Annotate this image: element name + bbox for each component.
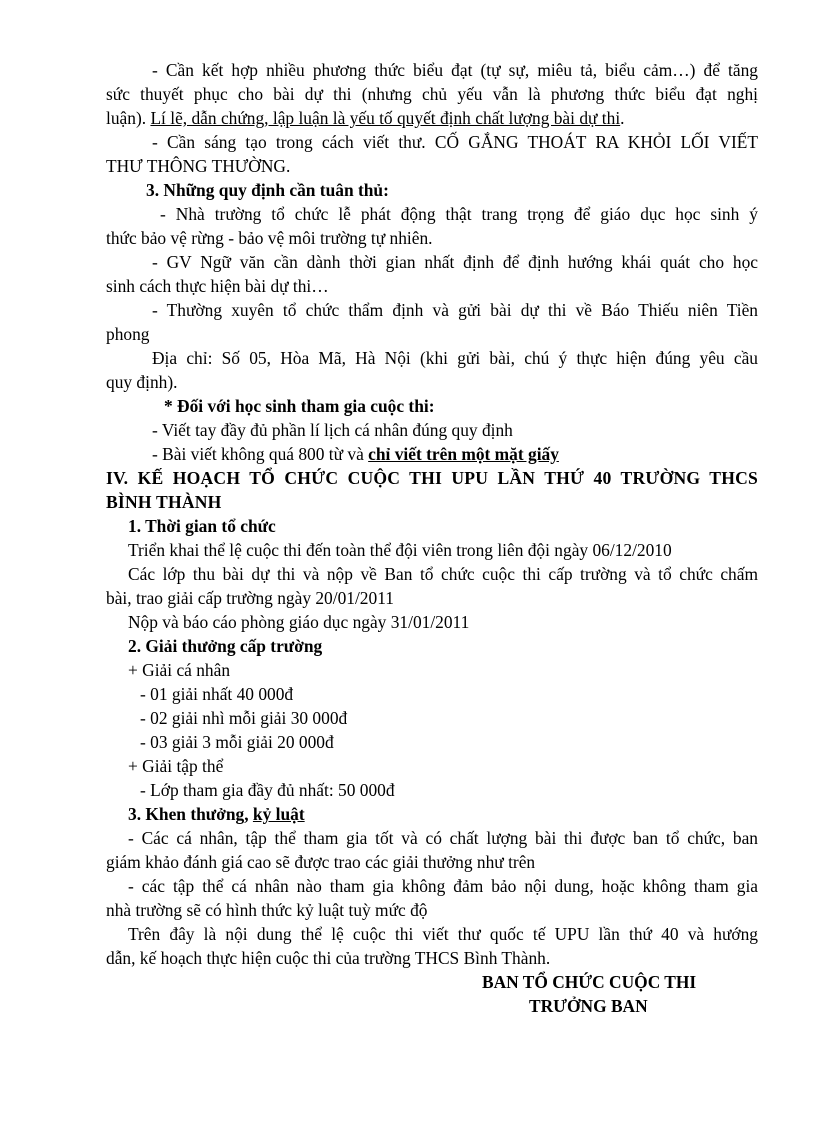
list-item: - 03 giải 3 mỗi giải 20 000đ <box>140 732 334 752</box>
text-span: luận). <box>106 108 151 128</box>
text-line: sinh cách thực hiện bài dự thi… <box>106 276 329 296</box>
section-heading: * Đối với học sinh tham gia cuộc thi: <box>164 396 435 416</box>
text-line: Triển khai thể lệ cuộc thi đến toàn thể đội viên trong liên đội ngày 06/12/2010 <box>128 540 672 560</box>
text-span: 3. Khen thưởng, <box>128 804 253 824</box>
main-heading: IV. KẾ HOẠCH TỔ CHỨC CUỘC THI UPU LẦN THỨ 40 TRƯỜNG THCS <box>106 468 758 488</box>
section-heading <box>128 803 780 826</box>
text-line: sức thuyết phục cho bài dự thi (nhưng chủ yếu vẫn là phương thức biểu đạt nghị <box>106 84 758 104</box>
main-heading: BÌNH THÀNH <box>106 492 222 512</box>
text-line: quy định). <box>106 372 178 392</box>
underlined-text: chỉ viết trên một mặt giấy <box>368 444 559 464</box>
text-line: - Thường xuyên tổ chức thẩm định và gửi bài dự thi về Báo Thiếu niên Tiền <box>152 300 758 320</box>
underlined-text: kỷ luật <box>252 804 305 824</box>
text-line: - Cần kết hợp nhiều phương thức biểu đạt (tự sự, miêu tả, biểu cảm…) để tăng <box>152 60 758 80</box>
section-heading: 1. Thời gian tổ chức <box>128 516 276 536</box>
text-line: phong <box>106 324 150 344</box>
list-item: + Giải cá nhân <box>128 660 231 680</box>
text-line: dẫn, kế hoạch thực hiện cuộc thi của trường THCS Bình Thành. <box>106 948 551 968</box>
text-span: . <box>620 108 625 128</box>
text-line: thức bảo vệ rừng - bảo vệ môi trường tự nhiên. <box>106 228 433 248</box>
list-item: + Giải tập thể <box>128 756 224 776</box>
text-line: - GV Ngữ văn cần dành thời gian nhất định để định hướng khái quát cho học <box>152 252 758 272</box>
text-line: bài, trao giải cấp trường ngày 20/01/2011 <box>106 588 394 608</box>
text-line: - Nhà trường tổ chức lễ phát động thật trang trọng để giáo dục học sinh ý <box>160 204 758 224</box>
text-span: - Bài viết không quá 800 từ và <box>152 444 369 464</box>
text-line <box>152 443 758 466</box>
text-line: - các tập thể cá nhân nào tham gia không đảm bảo nội dung, hoặc không tham gia <box>128 876 758 896</box>
signature-title: BAN TỔ CHỨC CUỘC THI <box>482 972 697 992</box>
text-line: - Các cá nhân, tập thể tham gia tốt và có chất lượng bài thi được ban tổ chức, ban <box>128 828 758 848</box>
section-heading: 3. Những quy định cần tuân thủ: <box>146 180 389 200</box>
list-item: - Lớp tham gia đầy đủ nhất: 50 000đ <box>140 780 395 800</box>
text-line: Các lớp thu bài dự thi và nộp về Ban tổ chức cuộc thi cấp trường và tổ chức chấm <box>128 564 758 584</box>
list-item: - 01 giải nhất 40 000đ <box>140 684 294 704</box>
text-line: Trên đây là nội dung thể lệ cuộc thi viết thư quốc tế UPU lần thứ 40 và hướng <box>128 924 758 944</box>
text-line: giám khảo đánh giá cao sẽ được trao các giải thưởng như trên <box>106 852 536 872</box>
text-line: THƯ THÔNG THƯỜNG. <box>106 156 291 176</box>
text-line: nhà trường sẽ có hình thức kỷ luật tuỳ mức độ <box>106 900 428 920</box>
text-line: - Cần sáng tạo trong cách viết thư. CỐ GẮNG THOÁT RA KHỎI LỐI VIẾT <box>152 132 758 152</box>
text-line <box>106 107 758 130</box>
text-line: Địa chỉ: Số 05, Hòa Mã, Hà Nội (khi gửi bài, chú ý thực hiện đúng yêu cầu <box>152 348 758 368</box>
underlined-text: Lí lẽ, dẫn chứng, lập luận là yếu tố quyết định chất lượng bài dự thi <box>150 108 621 128</box>
signature-role: TRƯỞNG BAN <box>529 996 648 1016</box>
list-item: - 02 giải nhì mỗi giải 30 000đ <box>140 708 348 728</box>
text-line: Nộp và báo cáo phòng giáo dục ngày 31/01/2011 <box>128 612 470 632</box>
section-heading: 2. Giải thưởng cấp trường <box>128 636 323 656</box>
text-line: - Viết tay đầy đủ phần lí lịch cá nhân đúng quy định <box>152 420 513 440</box>
